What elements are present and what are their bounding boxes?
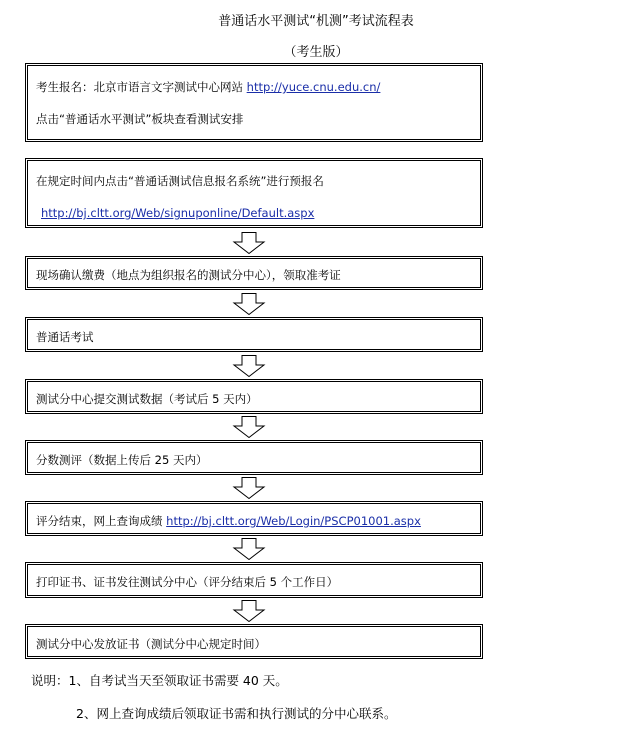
step-scoring-text: 分数测评（数据上传后 25 天内） bbox=[36, 453, 208, 467]
step-issue-certificate bbox=[25, 624, 483, 659]
step-registration bbox=[25, 63, 483, 142]
step-preregistration-text: 在规定时间内点击“普通话测试信息报名系统”进行预报名 bbox=[36, 174, 324, 188]
step-submit-data-text: 测试分中心提交测试数据（考试后 5 天内） bbox=[36, 392, 258, 406]
step-exam-text: 普通话考试 bbox=[36, 330, 94, 344]
step-registration-line2: 点击“普通话水平测试”板块查看测试安排 bbox=[36, 112, 244, 126]
step-print-certificate-text: 打印证书、证书发往测试分中心（评分结束后 5 个工作日） bbox=[36, 575, 339, 589]
flow-arrow-2 bbox=[232, 293, 266, 315]
note-line-2: 2、网上查询成绩后领取证书需和执行测试的分中心联系。 bbox=[76, 706, 397, 721]
step-registration-line1 bbox=[36, 79, 380, 95]
step-print-certificate bbox=[25, 562, 483, 598]
flow-arrow-6 bbox=[232, 538, 266, 560]
page-subtitle: （考生版） bbox=[283, 45, 349, 60]
yuce-website-link[interactable]: http://yuce.cnu.edu.cn/ bbox=[246, 80, 381, 94]
score-query-link[interactable]: http://bj.cltt.org/Web/Login/PSCP01001.aspx bbox=[166, 514, 421, 528]
flow-arrow-3 bbox=[232, 355, 266, 377]
step-exam bbox=[25, 317, 483, 352]
step-registration-text: 考生报名：北京市语言文字测试中心网站 bbox=[36, 80, 247, 94]
step-results-line bbox=[36, 513, 421, 529]
step-confirm-payment bbox=[25, 256, 483, 290]
flow-arrow-4 bbox=[232, 416, 266, 438]
signup-online-link[interactable]: http://bj.cltt.org/Web/signuponline/Default.aspx bbox=[41, 206, 315, 220]
step-preregistration bbox=[25, 158, 483, 228]
step-results bbox=[25, 501, 483, 536]
page-title: 普通话水平测试“机测”考试流程表 bbox=[218, 14, 414, 29]
flow-arrow-1 bbox=[232, 232, 266, 254]
step-preregistration-line2 bbox=[41, 206, 314, 220]
step-issue-certificate-text: 测试分中心发放证书（测试分中心规定时间） bbox=[36, 637, 266, 651]
flow-arrow-7 bbox=[232, 600, 266, 622]
step-results-text: 评分结束，网上查询成绩 bbox=[36, 514, 167, 528]
step-confirm-payment-text: 现场确认缴费（地点为组织报名的测试分中心），领取准考证 bbox=[36, 268, 341, 282]
step-submit-data bbox=[25, 379, 483, 414]
flow-arrow-5 bbox=[232, 477, 266, 499]
step-scoring bbox=[25, 440, 483, 475]
note-line-1: 说明：1、自考试当天至领取证书需要 40 天。 bbox=[31, 673, 288, 688]
